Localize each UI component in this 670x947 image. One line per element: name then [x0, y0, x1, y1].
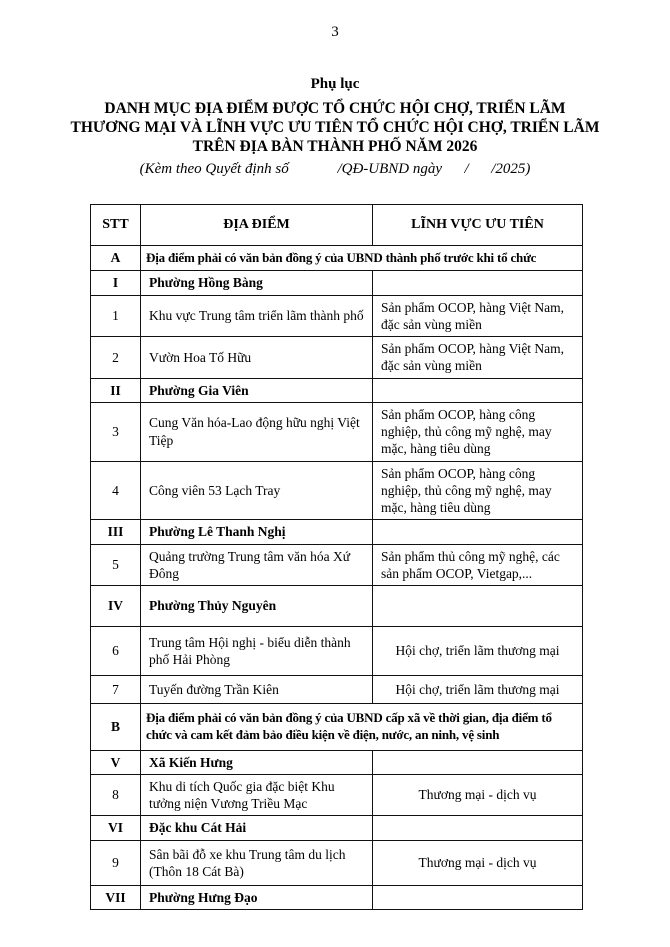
table-header-row	[91, 204, 583, 245]
row-location-cell: Phường Hồng Bàng	[141, 271, 373, 295]
row-location-cell: Quảng trường Trung tâm văn hóa Xứ Đông	[141, 544, 373, 586]
document-title	[0, 100, 670, 157]
appendix-label: Phụ lục	[310, 76, 360, 92]
decision-reference-line: (Kèm theo Quyết định số /QĐ-UBND ngày / /2025)	[139, 160, 531, 177]
row-location-cell: Sân bãi đỗ xe khu Trung tâm du lịch (Thôn 18 Cát Bà)	[141, 840, 373, 886]
table-row	[91, 271, 583, 295]
row-stt-cell: 5	[91, 544, 141, 586]
table-row	[91, 544, 583, 586]
row-stt-cell: 2	[91, 337, 141, 379]
table-row	[91, 378, 583, 402]
row-location-cell: Phường Hưng Đạo	[141, 886, 373, 910]
page-number: 3	[331, 24, 339, 40]
row-stt-cell: III	[91, 520, 141, 544]
title-line-2: THƯƠNG MẠI VÀ LĨNH VỰC ƯU TIÊN TỔ CHỨC HỘI CHỢ, TRIỂN LÃM	[70, 118, 600, 136]
table-row	[91, 295, 583, 337]
row-span-note-cell: Địa điểm phải có văn bản đồng ý của UBND cấp xã về thời gian, địa điểm tổ chức và cam kết đảm bảo điều kiện về điện, nước, an ninh, vệ sinh	[141, 704, 583, 750]
row-priority-cell	[373, 378, 583, 402]
row-location-cell: Khu vực Trung tâm triển lãm thành phố	[141, 295, 373, 337]
row-stt-cell: I	[91, 271, 141, 295]
row-stt-cell: 3	[91, 402, 141, 461]
table-row	[91, 586, 583, 626]
row-location-cell: Khu di tích Quốc gia đặc biệt Khu tưởng niện Vương Triều Mạc	[141, 774, 373, 816]
row-priority-cell	[373, 750, 583, 774]
row-priority-cell: Thương mại - dịch vụ	[373, 774, 583, 816]
row-location-cell: Vườn Hoa Tố Hữu	[141, 337, 373, 379]
table-row	[91, 402, 583, 461]
table-row	[91, 461, 583, 520]
row-location-cell: Cung Văn hóa-Lao động hữu nghị Việt Tiệp	[141, 402, 373, 461]
column-header-stt: STT	[91, 204, 141, 245]
row-location-cell: Công viên 53 Lạch Tray	[141, 461, 373, 520]
table-row	[91, 816, 583, 840]
locations-table	[90, 204, 583, 911]
row-priority-cell	[373, 886, 583, 910]
row-priority-cell	[373, 816, 583, 840]
row-span-note-cell: Địa điểm phải có văn bản đồng ý của UBND thành phố trước khi tổ chức	[141, 245, 583, 271]
row-stt-cell: 8	[91, 774, 141, 816]
table-row	[91, 750, 583, 774]
table-row	[91, 676, 583, 704]
row-stt-cell: V	[91, 750, 141, 774]
row-location-cell: Tuyến đường Trần Kiên	[141, 676, 373, 704]
table-row	[91, 886, 583, 910]
row-stt-cell: 9	[91, 840, 141, 886]
title-line-1: DANH MỤC ĐỊA ĐIỂM ĐƯỢC TỔ CHỨC HỘI CHỢ, TRIỂN LÃM	[104, 100, 566, 117]
row-stt-cell: B	[91, 704, 141, 750]
table-row	[91, 840, 583, 886]
row-stt-cell: VI	[91, 816, 141, 840]
row-priority-cell: Hội chợ, triển lãm thương mại	[373, 626, 583, 676]
row-priority-cell: Sản phẩm OCOP, hàng Việt Nam, đặc sản vùng miền	[373, 295, 583, 337]
row-stt-cell: II	[91, 378, 141, 402]
row-stt-cell: VII	[91, 886, 141, 910]
table-row	[91, 337, 583, 379]
title-line-3: TRÊN ĐỊA BÀN THÀNH PHỐ NĂM 2026	[192, 137, 478, 155]
row-priority-cell: Hội chợ, triển lãm thương mại	[373, 676, 583, 704]
row-priority-cell	[373, 586, 583, 626]
row-stt-cell: IV	[91, 586, 141, 626]
column-header-priority: LĨNH VỰC ƯU TIÊN	[373, 204, 583, 245]
column-header-location: ĐỊA ĐIỂM	[141, 204, 373, 245]
row-stt-cell: 4	[91, 461, 141, 520]
row-priority-cell: Sản phẩm thủ công mỹ nghệ, các sản phẩm OCOP, Vietgap,...	[373, 544, 583, 586]
table-header	[91, 204, 583, 245]
row-priority-cell: Sản phẩm OCOP, hàng công nghiệp, thủ công mỹ nghệ, may mặc, hàng tiêu dùng	[373, 402, 583, 461]
row-location-cell: Trung tâm Hội nghị - biểu diễn thành phố Hải Phòng	[141, 626, 373, 676]
table-row	[91, 245, 583, 271]
row-location-cell: Đặc khu Cát Hải	[141, 816, 373, 840]
row-location-cell: Phường Gia Viên	[141, 378, 373, 402]
row-location-cell: Xã Kiến Hưng	[141, 750, 373, 774]
row-location-cell: Phường Thủy Nguyên	[141, 586, 373, 626]
row-stt-cell: 7	[91, 676, 141, 704]
table-row	[91, 704, 583, 750]
table-row	[91, 520, 583, 544]
row-priority-cell: Sản phẩm OCOP, hàng công nghiệp, thủ công mỹ nghệ, may mặc, hàng tiêu dùng	[373, 461, 583, 520]
row-priority-cell	[373, 520, 583, 544]
row-location-cell: Phường Lê Thanh Nghị	[141, 520, 373, 544]
row-priority-cell: Sản phẩm OCOP, hàng Việt Nam, đặc sản vùng miền	[373, 337, 583, 379]
row-stt-cell: 1	[91, 295, 141, 337]
table-body	[91, 245, 583, 910]
row-priority-cell	[373, 271, 583, 295]
row-priority-cell: Thương mại - dịch vụ	[373, 840, 583, 886]
table-row	[91, 774, 583, 816]
row-stt-cell: 6	[91, 626, 141, 676]
table-row	[91, 626, 583, 676]
row-stt-cell: A	[91, 245, 141, 271]
